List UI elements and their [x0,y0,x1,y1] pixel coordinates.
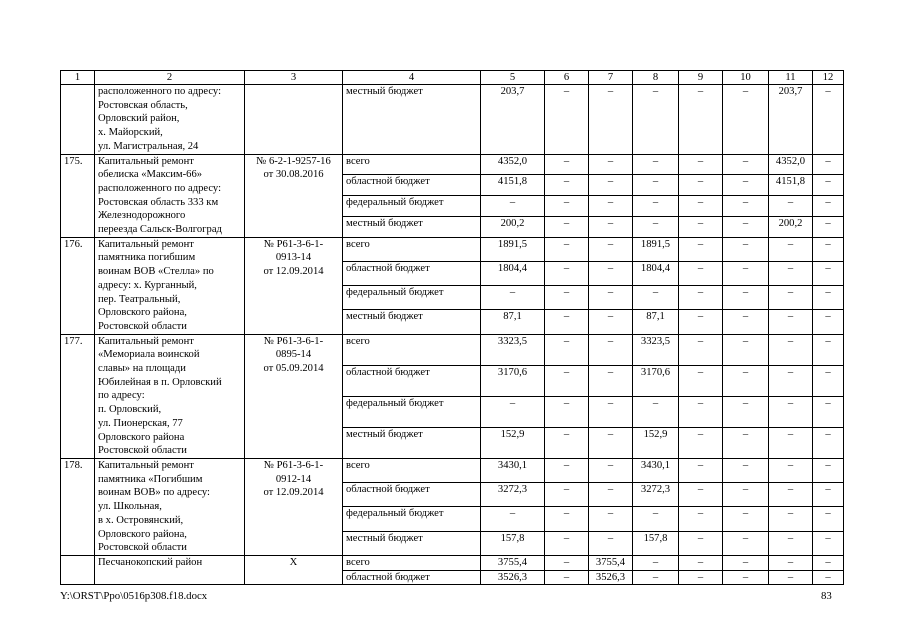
district-name-cell: Песчанокопский район [95,555,245,584]
value-cell-col-7: – [589,286,633,310]
value-cell-col-10: – [723,365,769,396]
table-row [61,334,844,365]
document-ref-line: от 12.09.2014 [263,487,324,499]
value-cell-col-5: 4352,0 [481,154,545,175]
row-number-cell: 177. [61,334,95,458]
value-cell-col-11: – [769,531,813,555]
object-name-line: расположенного по адресу: [98,86,222,97]
value-cell-col-9: – [679,570,723,585]
object-name-line: Орловский район, [98,113,180,125]
value-cell-col-11: 4151,8 [769,175,813,196]
object-name-line: ул. Пионерская, 77 [98,417,183,429]
value-cell-col-12: – [813,175,844,196]
document-ref-line: № 6-2-1-9257-16 [256,155,331,167]
object-name-line: Капитальный ремонт [98,459,194,471]
header-cell-9: 9 [679,71,723,85]
value-cell-col-8: – [633,286,679,310]
value-cell-col-8: 3323,5 [633,334,679,365]
value-cell-col-7: – [589,507,633,531]
district-mark-cell: Х [245,555,343,584]
value-cell-col-9: – [679,85,723,155]
object-name-line: ул. Магистральная, 24 [98,140,199,152]
value-cell-col-5: 4151,8 [481,175,545,196]
value-cell-col-10: – [723,154,769,175]
value-cell-col-10: – [723,458,769,482]
value-cell-col-5: 3272,3 [481,483,545,507]
document-cell [245,85,343,155]
value-cell-col-6: – [545,310,589,334]
value-cell-col-5: 87,1 [481,310,545,334]
budget-source-cell: местный бюджет [343,216,481,237]
object-name-cell [95,458,245,555]
value-cell-col-11: – [769,310,813,334]
object-name-line: адресу: х. Курганный, [98,279,197,291]
header-cell-7: 7 [589,71,633,85]
value-cell-col-8: 3272,3 [633,483,679,507]
value-cell-col-11: – [769,237,813,261]
value-cell-col-7: – [589,237,633,261]
budget-source-cell: всего [343,555,481,570]
value-cell-col-5: 3755,4 [481,555,545,570]
value-cell-col-12: – [813,85,844,155]
value-cell-col-12: – [813,427,844,458]
header-row [61,71,844,85]
value-cell-col-9: – [679,286,723,310]
value-cell-col-12: – [813,286,844,310]
value-cell-col-8: 157,8 [633,531,679,555]
value-cell-col-6: – [545,85,589,155]
value-cell-col-5: – [481,507,545,531]
table-row [61,555,844,570]
row-number-cell [61,85,95,155]
value-cell-col-10: – [723,507,769,531]
value-cell-col-11: – [769,396,813,427]
object-name-line: памятника «Погибшим [98,473,203,485]
value-cell-col-7: – [589,261,633,285]
object-name-line: переезда Сальск-Волгоград [98,224,222,236]
object-name-line: воинам ВОВ «Стелла» по [98,266,214,278]
table-row [61,458,844,482]
value-cell-col-8: – [633,154,679,175]
value-cell-col-7: – [589,216,633,237]
value-cell-col-12: – [813,196,844,217]
value-cell-col-6: – [545,237,589,261]
object-name-line: «Мемориала воинской [98,349,200,361]
header-cell-3: 3 [245,71,343,85]
value-cell-col-9: – [679,507,723,531]
document-ref-line: от 05.09.2014 [263,363,324,375]
value-cell-col-6: – [545,261,589,285]
value-cell-col-11: – [769,458,813,482]
value-cell-col-9: – [679,216,723,237]
header-cell-4: 4 [343,71,481,85]
object-name-line: памятника погибшим [98,252,196,264]
header-cell-2: 2 [95,71,245,85]
value-cell-col-9: – [679,261,723,285]
object-name-line: расположенного по адресу: [98,182,222,194]
value-cell-col-7: – [589,483,633,507]
row-number-cell [61,555,95,584]
value-cell-col-8: 3430,1 [633,458,679,482]
value-cell-col-10: – [723,483,769,507]
value-cell-col-5: 3170,6 [481,365,545,396]
budget-source-cell: областной бюджет [343,261,481,285]
value-cell-col-10: – [723,555,769,570]
value-cell-col-10: – [723,427,769,458]
value-cell-col-5: – [481,286,545,310]
value-cell-col-9: – [679,365,723,396]
value-cell-col-7: – [589,396,633,427]
object-name-line: Капитальный ремонт [98,335,194,347]
document-ref-line: от 12.09.2014 [263,266,324,278]
document-cell [245,154,343,237]
value-cell-col-5: – [481,396,545,427]
value-cell-col-9: – [679,334,723,365]
object-name-line: Железнодорожного [98,210,186,222]
value-cell-col-12: – [813,216,844,237]
value-cell-col-6: – [545,555,589,570]
budget-source-cell: местный бюджет [343,310,481,334]
value-cell-col-9: – [679,458,723,482]
value-cell-col-9: – [679,427,723,458]
value-cell-col-7: – [589,175,633,196]
value-cell-col-6: – [545,458,589,482]
document-cell [245,237,343,334]
document-ref-line: от 30.08.2016 [263,169,324,181]
object-name-line: Ростовской области [98,445,187,457]
value-cell-col-7: – [589,334,633,365]
object-name-line: Ростовской области [98,542,187,554]
value-cell-col-11: 4352,0 [769,154,813,175]
value-cell-col-11: – [769,196,813,217]
object-name-line: Капитальный ремонт [98,238,194,250]
value-cell-col-8: 1891,5 [633,237,679,261]
value-cell-col-8: 3170,6 [633,365,679,396]
header-cell-11: 11 [769,71,813,85]
object-name-line: ул. Школьная, [98,501,162,513]
value-cell-col-5: – [481,196,545,217]
value-cell-col-8: – [633,85,679,155]
object-name-line: славы» на площади [98,363,186,375]
document-ref-line: № Р61-3-6-1- [263,335,324,347]
value-cell-col-7: – [589,85,633,155]
object-name-line: обелиска «Максим-66» [98,169,203,181]
object-name-line: Юбилейная в п. Орловский [98,376,222,388]
value-cell-col-10: – [723,175,769,196]
value-cell-col-5: 203,7 [481,85,545,155]
value-cell-col-10: – [723,196,769,217]
value-cell-col-5: 200,2 [481,216,545,237]
value-cell-col-10: – [723,286,769,310]
budget-source-cell: всего [343,154,481,175]
value-cell-col-5: 152,9 [481,427,545,458]
value-cell-col-6: – [545,175,589,196]
budget-source-cell: областной бюджет [343,365,481,396]
value-cell-col-9: – [679,396,723,427]
object-name-line: Ростовская область, [98,99,188,111]
value-cell-col-11: 200,2 [769,216,813,237]
value-cell-col-12: – [813,507,844,531]
value-cell-col-6: – [545,334,589,365]
budget-source-cell: местный бюджет [343,531,481,555]
budget-source-cell: федеральный бюджет [343,507,481,531]
header-cell-12: 12 [813,71,844,85]
object-name-cell [95,154,245,237]
object-name-cell [95,334,245,458]
budget-source-cell: областной бюджет [343,175,481,196]
value-cell-col-7: – [589,365,633,396]
footer-file-path: Y:\ORST\Ppo\0516p308.f18.docx [60,590,208,602]
row-number-cell: 176. [61,237,95,334]
value-cell-col-12: – [813,154,844,175]
object-name-line: воинам ВОВ» по адресу: [98,487,210,499]
value-cell-col-9: – [679,310,723,334]
budget-source-cell: всего [343,237,481,261]
document-ref-line: № Р61-3-6-1- [263,459,324,471]
document-ref-line: 0895-14 [275,349,312,361]
object-name-cell [95,85,245,155]
value-cell-col-9: – [679,196,723,217]
value-cell-col-7: – [589,531,633,555]
value-cell-col-7: – [589,310,633,334]
object-name-line: по адресу: [98,390,145,402]
object-name-line: Капитальный ремонт [98,155,194,167]
value-cell-col-9: – [679,175,723,196]
value-cell-col-12: – [813,365,844,396]
value-cell-col-8: 87,1 [633,310,679,334]
value-cell-col-8: – [633,216,679,237]
budget-source-cell: федеральный бюджет [343,196,481,217]
value-cell-col-6: – [545,396,589,427]
header-cell-10: 10 [723,71,769,85]
value-cell-col-11: – [769,365,813,396]
value-cell-col-12: – [813,483,844,507]
value-cell-col-8: – [633,196,679,217]
document-cell [245,458,343,555]
value-cell-col-8: – [633,555,679,570]
object-name-line: х. Майорский, [98,127,163,139]
header-cell-6: 6 [545,71,589,85]
value-cell-col-12: – [813,310,844,334]
value-cell-col-7: – [589,196,633,217]
value-cell-col-9: – [679,483,723,507]
table-row [61,237,844,261]
value-cell-col-10: – [723,396,769,427]
value-cell-col-12: – [813,396,844,427]
value-cell-col-8: 152,9 [633,427,679,458]
value-cell-col-6: – [545,286,589,310]
value-cell-col-5: 157,8 [481,531,545,555]
value-cell-col-12: – [813,570,844,585]
object-name-line: Ростовская область 333 км [98,196,219,208]
header-cell-8: 8 [633,71,679,85]
object-name-line: Ростовской области [98,320,187,332]
value-cell-col-7: – [589,154,633,175]
value-cell-col-11: – [769,286,813,310]
value-cell-col-11: – [769,570,813,585]
row-number-cell: 175. [61,154,95,237]
value-cell-col-5: 3323,5 [481,334,545,365]
value-cell-col-9: – [679,154,723,175]
value-cell-col-7: – [589,427,633,458]
value-cell-col-7: – [589,458,633,482]
value-cell-col-9: – [679,555,723,570]
budget-source-cell: федеральный бюджет [343,396,481,427]
value-cell-col-11: – [769,483,813,507]
budget-source-cell: местный бюджет [343,427,481,458]
value-cell-col-6: – [545,483,589,507]
value-cell-col-10: – [723,237,769,261]
value-cell-col-10: – [723,216,769,237]
value-cell-col-9: – [679,237,723,261]
value-cell-col-12: – [813,334,844,365]
budget-source-cell: федеральный бюджет [343,286,481,310]
value-cell-col-11: – [769,427,813,458]
object-name-cell [95,237,245,334]
value-cell-col-10: – [723,261,769,285]
document-ref-line: № Р61-3-6-1- [263,238,324,250]
value-cell-col-12: – [813,555,844,570]
header-cell-5: 5 [481,71,545,85]
object-name-line: п. Орловский, [98,404,162,416]
value-cell-col-8: – [633,396,679,427]
table-row [61,85,844,155]
object-name-line: Орловского района, [98,307,187,319]
object-name-line: Орловского района [98,431,185,443]
document-cell [245,334,343,458]
value-cell-col-6: – [545,216,589,237]
value-cell-col-12: – [813,531,844,555]
value-cell-col-11: 203,7 [769,85,813,155]
value-cell-col-12: – [813,261,844,285]
value-cell-col-6: – [545,427,589,458]
budget-source-cell: областной бюджет [343,483,481,507]
value-cell-col-6: – [545,570,589,585]
table-row [61,154,844,175]
value-cell-col-9: – [679,531,723,555]
value-cell-col-8: – [633,175,679,196]
value-cell-col-6: – [545,507,589,531]
value-cell-col-8: – [633,570,679,585]
value-cell-col-6: – [545,365,589,396]
budget-source-cell: местный бюджет [343,85,481,155]
document-ref-line: 0913-14 [275,252,312,264]
value-cell-col-8: 1804,4 [633,261,679,285]
value-cell-col-10: – [723,310,769,334]
value-cell-col-10: – [723,334,769,365]
value-cell-col-10: – [723,570,769,585]
budget-source-cell: всего [343,334,481,365]
value-cell-col-5: 1891,5 [481,237,545,261]
value-cell-col-5: 3526,3 [481,570,545,585]
object-name-line: пер. Театральный, [98,293,181,305]
budget-source-cell: всего [343,458,481,482]
value-cell-col-7: 3526,3 [589,570,633,585]
value-cell-col-11: – [769,261,813,285]
value-cell-col-5: 1804,4 [481,261,545,285]
object-name-line: в х. Островянский, [98,514,184,526]
budget-source-cell: областной бюджет [343,570,481,585]
object-name-line: Орловского района, [98,528,187,540]
value-cell-col-6: – [545,531,589,555]
value-cell-col-10: – [723,531,769,555]
value-cell-col-6: – [545,154,589,175]
value-cell-col-11: – [769,555,813,570]
value-cell-col-5: 3430,1 [481,458,545,482]
budget-table [60,70,844,585]
value-cell-col-10: – [723,85,769,155]
value-cell-col-6: – [545,196,589,217]
document-ref-line: 0912-14 [275,473,312,485]
row-number-cell: 178. [61,458,95,555]
header-cell-1: 1 [61,71,95,85]
value-cell-col-11: – [769,334,813,365]
value-cell-col-7: 3755,4 [589,555,633,570]
value-cell-col-12: – [813,458,844,482]
value-cell-col-12: – [813,237,844,261]
footer-page-number: 83 [821,590,832,602]
value-cell-col-11: – [769,507,813,531]
value-cell-col-8: – [633,507,679,531]
